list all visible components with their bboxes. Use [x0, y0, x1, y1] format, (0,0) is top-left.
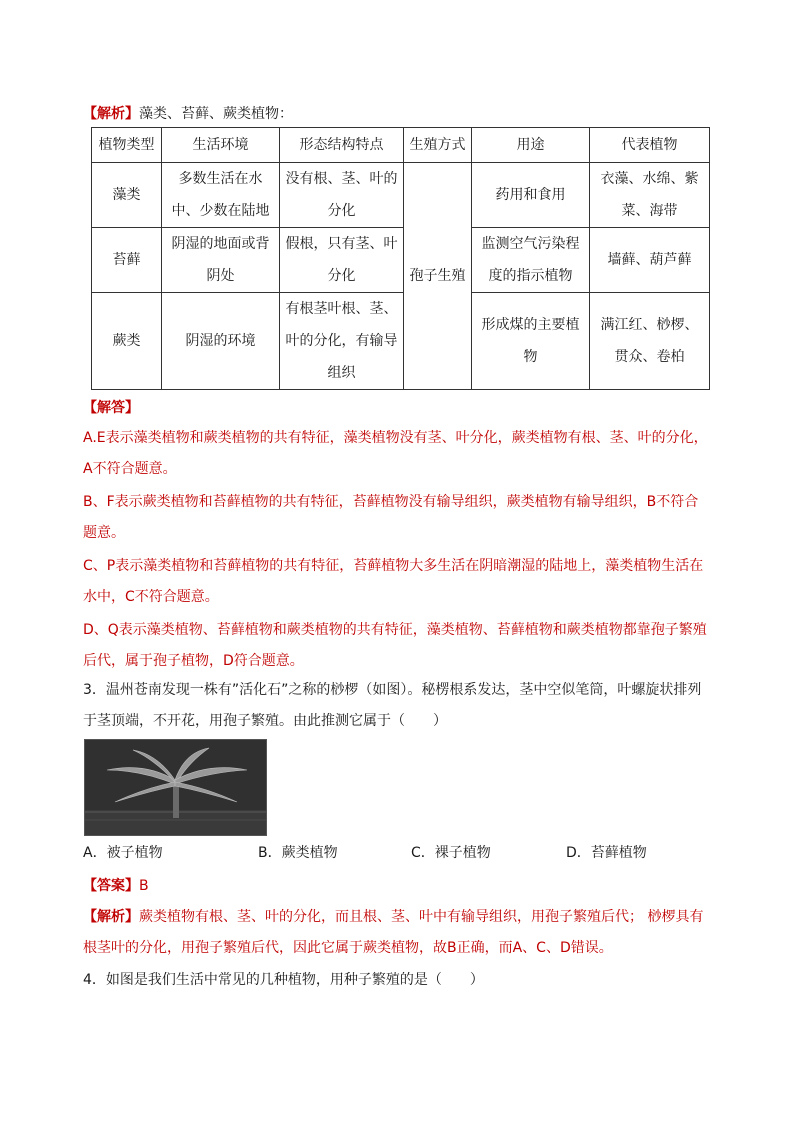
answer-heading: [83, 398, 139, 418]
table-header-cell: 代表植物: [590, 128, 710, 163]
option-b: B．蕨类植物: [258, 845, 338, 861]
table-cell: 墙藓、葫芦藓: [590, 228, 710, 293]
table-cell: 没有根、茎、叶的分化: [280, 163, 404, 228]
question-3-text: 3．温州苍南发现一株有”活化石”之称的桫椤（如图）。秘楞根系发达，茎中空似笔筒，叶螺旋状排列于茎顶端，不开花，用孢子繁殖。由此推测它属于（ ）: [83, 682, 702, 729]
table-header-cell: 植物类型: [92, 128, 162, 163]
table-cell: 阴湿的环境: [162, 293, 280, 390]
answer-item-c: C、P表示藻类植物和苔藓植物的共有特征，苔藓植物大多生活在阴暗潮湿的陆地上，藻类植物生活在水中，C不符合题意。: [83, 558, 704, 605]
table-row: [92, 293, 710, 390]
table-cell: 形成煤的主要植物: [472, 293, 590, 390]
answer-line: [83, 876, 149, 896]
table-cell: 衣藻、水绵、紫菜、海带: [590, 163, 710, 228]
answer-tag: 【解答】: [83, 400, 139, 416]
table-header-cell: 用途: [472, 128, 590, 163]
table-header-row: [92, 128, 710, 163]
table-cell: 满江红、桫椤、贯众、卷柏: [590, 293, 710, 390]
option-a: A．被子植物: [83, 845, 163, 861]
table-header-cell: 形态结构特点: [280, 128, 404, 163]
table-cell: 监测空气污染程度的指示植物: [472, 228, 590, 293]
answer-item-b: B、F表示蕨类植物和苔藓植物的共有特征，苔藓植物没有输导组织，蕨类植物有输导组织，B不符合题意。: [83, 494, 699, 541]
question-3-analysis: [83, 902, 708, 964]
table-cell: 假根，只有茎、叶分化: [280, 228, 404, 293]
option-c: C．裸子植物: [411, 845, 491, 861]
table-header-cell: 生殖方式: [404, 128, 472, 163]
table-header-cell: 生活环境: [162, 128, 280, 163]
table-cell: 药用和食用: [472, 163, 590, 228]
analysis-heading-text: 藻类、苔藓、蕨类植物：: [139, 106, 293, 122]
table-cell: 藻类: [92, 163, 162, 228]
analysis-label: 【解析】: [83, 909, 139, 925]
question-4-text: 4．如图是我们生活中常见的几种植物，用种子繁殖的是（ ）: [83, 972, 484, 988]
table-row: [92, 163, 710, 228]
table-cell: 阴湿的地面或背阴处: [162, 228, 280, 293]
table-cell: 苔藓: [92, 228, 162, 293]
answer-item-a: A.E表示藻类植物和蕨类植物的共有特征，藻类植物没有茎、叶分化，蕨类植物有根、茎、叶的分化，A不符合题意。: [83, 430, 708, 477]
table-row: [92, 228, 710, 293]
answer-item-d: D、Q表示藻类植物、苔藓植物和蕨类植物的共有特征，藻类植物、苔藓植物和蕨类植物都靠孢子繁殖后代，属于孢子植物，D符合题意。: [83, 622, 707, 669]
option-d: D．苔藓植物: [566, 845, 647, 861]
answer-value: B: [139, 878, 149, 894]
reproduction-cell: 孢子生殖: [404, 163, 472, 390]
plant-comparison-table: [91, 127, 710, 390]
tree-fern-illustration: [85, 740, 266, 835]
table-cell: 多数生活在水中、少数在陆地: [162, 163, 280, 228]
tree-fern-photo: [84, 739, 267, 836]
analysis-tag: 【解析】: [83, 106, 139, 122]
analysis-heading: [83, 104, 293, 124]
table-cell: 蕨类: [92, 293, 162, 390]
table-cell: 有根茎叶根、茎、叶的分化，有输导组织: [280, 293, 404, 390]
analysis-text: 蕨类植物有根、茎、叶的分化，而且根、茎、叶中有输导组织，用孢子繁殖后代； 桫椤具有根茎叶的分化，用孢子繁殖后代，因此它属于蕨类植物，故B正确，而A、C、D错误。: [83, 909, 704, 956]
answer-label: 【答案】: [83, 878, 139, 894]
